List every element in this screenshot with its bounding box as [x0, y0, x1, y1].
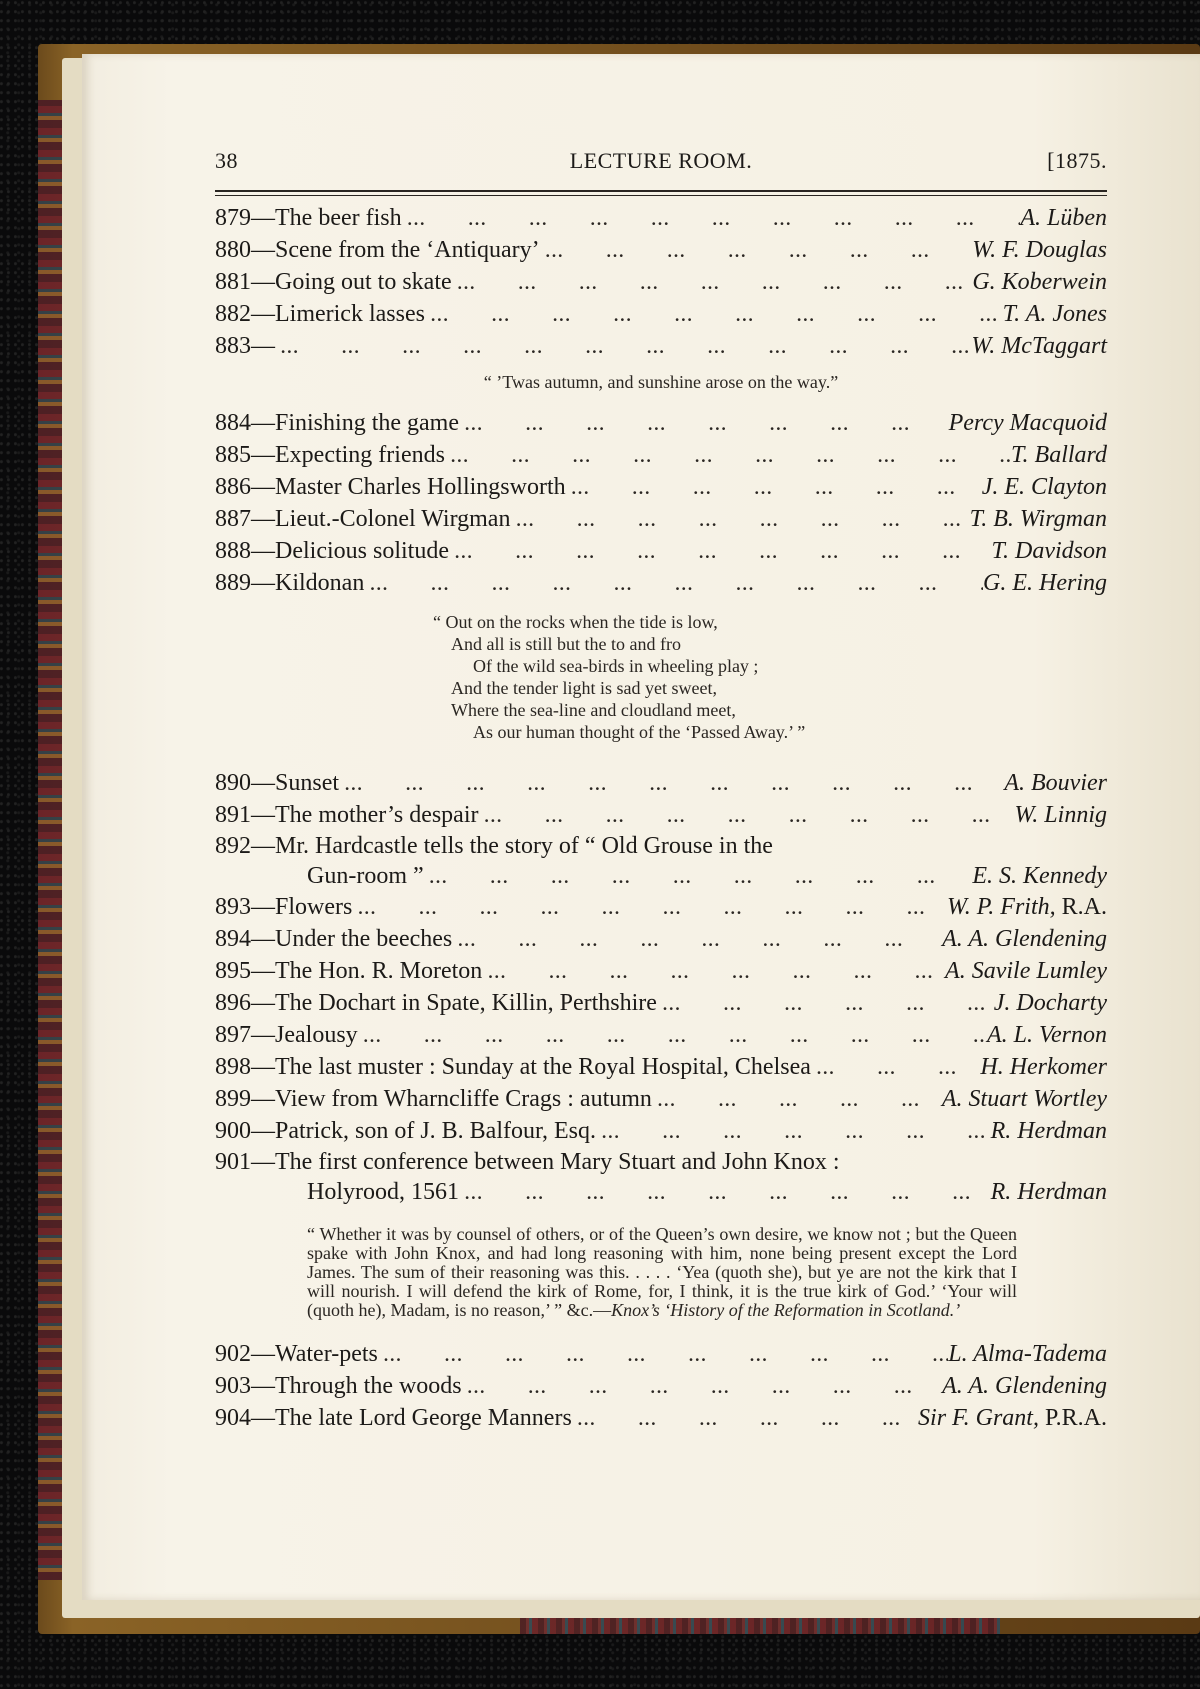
poem-line: And all is still but the to and fro	[451, 634, 681, 654]
entry-title: Patrick, son of J. B. Balfour, Esq.	[275, 1118, 597, 1144]
artist-name: T. Ballard	[1010, 442, 1107, 468]
entry-artist	[942, 1083, 1107, 1115]
entry-artist	[971, 330, 1107, 362]
leader-dots	[275, 332, 971, 364]
entry-artist	[983, 567, 1107, 599]
entry-dash: —	[251, 1118, 275, 1144]
artist-name: A. Lüben	[1020, 205, 1107, 231]
entry-artist	[1020, 202, 1107, 234]
entry-number: 891	[215, 802, 251, 828]
quotation-autumn: “ ’Twas autumn, and sunshine arose on the way.”	[483, 372, 839, 392]
entry-dash: —	[251, 1086, 275, 1112]
catalogue-entry	[215, 799, 1107, 831]
catalogue-entry	[215, 1402, 1107, 1434]
catalogue-entry	[215, 330, 1107, 362]
leader-dots	[459, 1179, 991, 1209]
artist-name: J. Docharty	[993, 990, 1107, 1016]
entry-number: 893	[215, 894, 251, 920]
header-rule	[215, 190, 1107, 192]
entry-title: Mr. Hardcastle tells the story of “ Old Grouse in the	[275, 833, 773, 859]
entry-title: Jealousy	[275, 1022, 358, 1048]
entry-artist: E. S. Kennedy	[972, 863, 1107, 889]
catalogue-entry	[215, 1019, 1107, 1051]
catalogue-entry	[215, 987, 1107, 1019]
catalogue-entry	[215, 1338, 1107, 1370]
entry-line-1: 901—The first conference between Mary Stuart and John Knox :	[215, 1149, 840, 1175]
entry-artist	[987, 1019, 1107, 1051]
entry-number: 894	[215, 926, 251, 952]
entry-artist	[948, 1338, 1107, 1370]
artist-name: G. E. Hering	[983, 570, 1107, 596]
artist-name: W. Linnig	[1014, 802, 1107, 828]
catalogue-entry	[215, 298, 1107, 330]
entry-number: 898	[215, 1054, 251, 1080]
leader-dots	[572, 1404, 918, 1436]
entry-title: Going out to skate	[275, 269, 452, 295]
artist-name: A. A. Glendening	[942, 926, 1107, 952]
entry-number: 901	[215, 1149, 251, 1175]
poem-line: Of the wild sea-birds in wheeling play ;	[473, 656, 759, 676]
entry-title: Master Charles Hollingsworth	[275, 474, 566, 500]
entry-dash: —	[251, 894, 275, 920]
entry-title: Limerick lasses	[275, 301, 425, 327]
entry-title: Under the beeches	[275, 926, 453, 952]
entry-number: 899	[215, 1086, 251, 1112]
artist-name: W. P. Frith,	[946, 894, 1056, 920]
entry-dash: —	[251, 410, 275, 436]
leader-dots	[339, 769, 1004, 801]
poem-line: As our human thought of the ‘Passed Away.’ ”	[473, 722, 806, 742]
catalogue-entry	[215, 471, 1107, 503]
entry-number: 900	[215, 1118, 251, 1144]
artist-name: A. Stuart Wortley	[941, 1086, 1107, 1112]
catalogue-group-2	[215, 407, 1107, 599]
artist-name: A. Bouvier	[1004, 770, 1107, 796]
entry-dash: —	[251, 506, 275, 532]
leader-dots	[657, 989, 994, 1021]
entry-number: 889	[215, 570, 251, 596]
entry-dash: —	[251, 926, 275, 952]
poem-kildonan	[433, 611, 1107, 743]
artist-name: R. Herdman	[990, 1118, 1107, 1144]
artist-name: Percy Macquoid	[948, 410, 1107, 436]
leader-dots	[449, 537, 991, 569]
entry-title: Sunset	[275, 770, 340, 796]
catalogue-entry	[215, 407, 1107, 439]
catalogue-entry	[215, 767, 1107, 799]
entry-artist	[972, 266, 1107, 298]
entry-dash: —	[251, 269, 275, 295]
entry-number: 895	[215, 958, 251, 984]
catalogue-entry	[215, 1115, 1107, 1147]
entry-dash: —	[251, 205, 275, 231]
quotation-knox	[307, 1225, 1017, 1320]
leader-dots	[402, 204, 1021, 236]
entry-number: 890	[215, 770, 251, 796]
entry-number: 904	[215, 1405, 251, 1431]
quotation-citation: Knox’s ‘History of the Reformation in Scotland.’	[611, 1300, 961, 1320]
catalogue-entry	[215, 266, 1107, 298]
catalogue-entry	[215, 955, 1107, 987]
entry-number: 883	[215, 333, 251, 359]
entry-dash: —	[251, 301, 275, 327]
entry-artist	[994, 987, 1107, 1019]
entry-dash: —	[251, 474, 275, 500]
artist-honorific: P.R.A.	[1038, 1405, 1107, 1431]
leader-dots	[378, 1340, 948, 1372]
entry-dash: —	[251, 1022, 275, 1048]
entry-title: View from Wharncliffe Crags : autumn	[275, 1086, 652, 1112]
entry-dash: —	[251, 1341, 275, 1367]
entry-artist	[918, 1402, 1107, 1434]
entry-title: Finishing the game	[275, 410, 459, 436]
leader-dots	[482, 957, 945, 989]
entry-artist	[970, 503, 1107, 535]
entry-artist	[982, 471, 1107, 503]
artist-name: Sir F. Grant,	[918, 1405, 1039, 1431]
entry-number: 879	[215, 205, 251, 231]
catalogue-entry	[215, 202, 1107, 234]
entry-dash: —	[251, 1373, 275, 1399]
entry-dash: —	[251, 802, 275, 828]
entry-artist	[991, 535, 1107, 567]
artist-name: W. McTaggart	[971, 333, 1107, 359]
entry-title: The mother’s despair	[275, 802, 479, 828]
running-title: LECTURE ROOM.	[569, 148, 753, 173]
entry-artist	[972, 234, 1107, 266]
leader-dots	[462, 1372, 942, 1404]
artist-name: A. A. Glendening	[942, 1373, 1107, 1399]
entry-number: 886	[215, 474, 251, 500]
leader-dots	[452, 925, 942, 957]
entry-dash: —	[251, 538, 275, 564]
entry-number: 896	[215, 990, 251, 1016]
poem-line: And the tender light is sad yet sweet,	[451, 678, 717, 698]
poem-line: “ Out on the rocks when the tide is low,	[433, 612, 718, 632]
leader-dots	[425, 300, 1003, 332]
catalogue-entry	[215, 535, 1107, 567]
catalogue-group-3b	[215, 891, 1107, 1147]
entry-dash: —	[251, 1054, 275, 1080]
artist-name: G. Koberwein	[972, 269, 1107, 295]
entry-number: 887	[215, 506, 251, 532]
poem-line: Where the sea-line and cloudland meet,	[451, 700, 736, 720]
page-number: 38	[215, 148, 238, 173]
leader-dots	[452, 268, 973, 300]
entry-number: 881	[215, 269, 251, 295]
catalogue-entry	[215, 1370, 1107, 1402]
leader-dots	[424, 863, 973, 893]
entry-artist	[947, 891, 1107, 923]
catalogue-entry	[215, 1051, 1107, 1083]
artist-name: T. Davidson	[991, 538, 1107, 564]
catalogue-entry	[215, 567, 1107, 599]
leader-dots	[811, 1053, 980, 1085]
entry-number: 885	[215, 442, 251, 468]
artist-name: A. Savile Lumley	[945, 958, 1107, 984]
entry-artist	[980, 1051, 1107, 1083]
artist-name: L. Alma-Tadema	[948, 1341, 1107, 1367]
year: [1875.	[1047, 148, 1107, 173]
catalogue-entry	[215, 1083, 1107, 1115]
entry-line-1: 892—Mr. Hardcastle tells the story of “ Old Grouse in the	[215, 833, 773, 859]
entry-dash: —	[251, 237, 275, 263]
entry-line-2	[215, 1177, 1107, 1207]
leader-dots	[445, 441, 1011, 473]
catalogue-entry	[215, 1147, 1107, 1207]
entry-title: Delicious solitude	[275, 538, 449, 564]
entry-dash: —	[251, 333, 275, 359]
catalogue-entry	[215, 831, 1107, 891]
entry-title: The Hon. R. Moreton	[275, 958, 483, 984]
catalogue-group-4	[215, 1338, 1107, 1434]
leader-dots	[510, 505, 969, 537]
entry-dash: —	[251, 1405, 275, 1431]
entry-title-cont: Gun-room ”	[307, 863, 424, 889]
running-header	[215, 140, 1107, 180]
catalogue-entry	[215, 503, 1107, 535]
entry-artist	[1015, 799, 1107, 831]
entry-dash: —	[251, 442, 275, 468]
quotation-text: “ Whether it was by counsel of others, or of the Queen’s own desire, we know not ; but the Queen spake with John Knox, and had long reasoning with him, none being present except the Lord James. The sum of their reasoning was this. . . . . ‘Yea (quoth she), but ye are not the kirk that I will nourish. I will defend the kirk of Rome, for, I think, it is the true kirk of God.’ ‘Your will (quoth he), Madam, is no reason,’ ” &c.—	[307, 1224, 1017, 1320]
leader-dots	[540, 236, 973, 268]
entry-artist	[942, 923, 1107, 955]
artist-name: A. L. Vernon	[987, 1022, 1107, 1048]
entry-artist	[1003, 298, 1107, 330]
entry-number: 903	[215, 1373, 251, 1399]
leader-dots	[459, 409, 949, 441]
artist-name: T. B. Wirgman	[969, 506, 1107, 532]
entry-number: 880	[215, 237, 251, 263]
leader-dots	[566, 473, 982, 505]
entry-number: 892	[215, 833, 251, 859]
entry-title: Kildonan	[275, 570, 365, 596]
entry-artist	[945, 955, 1107, 987]
artist-name: W. F. Douglas	[972, 237, 1107, 263]
entry-title-cont: Holyrood, 1561	[307, 1179, 459, 1205]
entry-artist	[1011, 439, 1107, 471]
catalogue-entry	[215, 439, 1107, 471]
page-content	[215, 140, 1107, 1434]
entry-artist	[949, 407, 1107, 439]
entry-title: The late Lord George Manners	[275, 1405, 572, 1431]
marbled-edge-left	[38, 100, 64, 1580]
leader-dots	[364, 569, 983, 601]
leader-dots	[479, 801, 1015, 833]
artist-name: J. E. Clayton	[981, 474, 1107, 500]
catalogue-group-3a	[215, 767, 1107, 831]
artist-honorific: R.A.	[1055, 894, 1107, 920]
entry-number: 884	[215, 410, 251, 436]
artist-name: T. A. Jones	[1002, 301, 1107, 327]
catalogue-entry	[215, 923, 1107, 955]
entry-line-2	[215, 861, 1107, 891]
entry-dash: —	[251, 958, 275, 984]
entry-artist	[942, 1370, 1107, 1402]
artist-name: H. Herkomer	[980, 1054, 1107, 1080]
leader-dots	[358, 1021, 987, 1053]
entry-artist	[1004, 767, 1107, 799]
entry-number: 882	[215, 301, 251, 327]
entry-title: The Dochart in Spate, Killin, Perthshire	[275, 990, 657, 1016]
entry-title: Flowers	[275, 894, 353, 920]
catalogue-group-1	[215, 202, 1107, 362]
entry-title: Scene from the ‘Antiquary’	[275, 237, 540, 263]
catalogue-entry	[215, 234, 1107, 266]
entry-title: The last muster : Sunday at the Royal Hospital, Chelsea	[275, 1054, 811, 1080]
catalogue-entry	[215, 891, 1107, 923]
entry-title: Expecting friends	[275, 442, 445, 468]
entry-artist: R. Herdman	[990, 1179, 1107, 1205]
leader-dots	[596, 1117, 991, 1149]
entry-title: Through the woods	[275, 1373, 462, 1399]
entry-title: The beer fish	[275, 205, 402, 231]
entry-dash: —	[251, 770, 275, 796]
entry-dash: —	[251, 990, 275, 1016]
leader-dots	[352, 893, 947, 925]
entry-number: 902	[215, 1341, 251, 1367]
entry-number: 888	[215, 538, 251, 564]
header-rule-thin	[215, 195, 1107, 196]
entry-title: Water-pets	[275, 1341, 378, 1367]
leader-dots	[652, 1085, 942, 1117]
entry-artist	[991, 1115, 1107, 1147]
entry-title: Lieut.-Colonel Wirgman	[275, 506, 511, 532]
entry-dash: —	[251, 570, 275, 596]
entry-number: 897	[215, 1022, 251, 1048]
entry-title: The first conference between Mary Stuart and John Knox :	[275, 1149, 840, 1175]
